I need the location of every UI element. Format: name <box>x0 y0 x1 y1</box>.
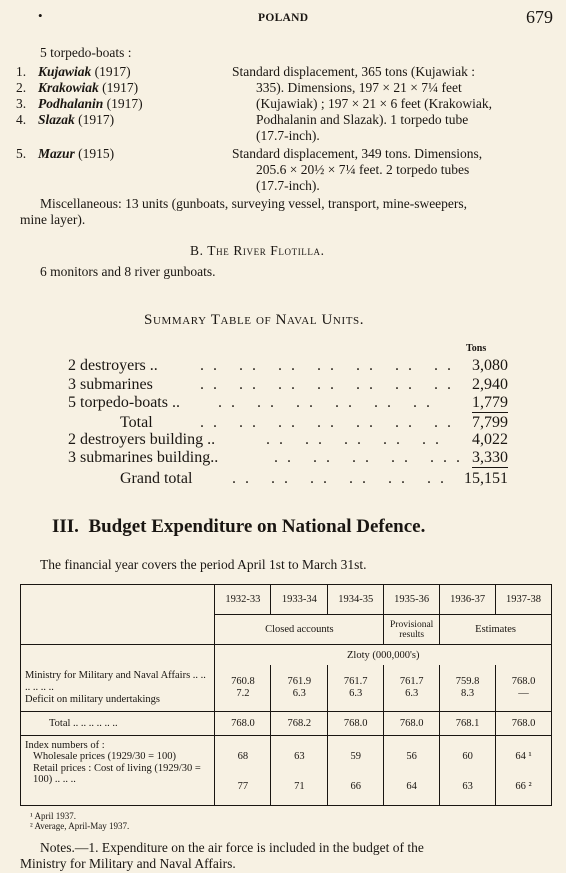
summary-value: 3,080 <box>472 357 508 374</box>
summary-label: 5 torpedo-boats .. <box>68 394 180 411</box>
summary-value: 3,330 <box>472 449 508 466</box>
summary-label: 2 destroyers .. <box>68 357 158 374</box>
wholesale-value: 59 <box>350 751 361 763</box>
ministry-label: Ministry for Military and Naval Affairs .. .. .. .. .. .. <box>25 669 206 693</box>
retail-value: 77 <box>237 781 249 793</box>
group-closed-accounts: Closed accounts <box>215 615 384 645</box>
deficit-label: Deficit on military undertakings <box>25 693 161 705</box>
summary-label: 3 submarines building.. <box>68 449 219 466</box>
budget-table-wrapper <box>20 584 552 806</box>
boat-name: Kujawiak <box>38 64 92 79</box>
summary-value: 2,940 <box>472 376 508 393</box>
value-cell <box>271 665 328 711</box>
wholesale-value: 63 <box>294 751 305 763</box>
desc-line: (Kujawiak) ; 197 × 21 × 6 feet (Krakowiak, <box>256 96 493 111</box>
boat-year: (1917) <box>102 80 139 95</box>
total-value: 768.0 <box>384 711 440 735</box>
wholesale-value: 68 <box>237 751 249 763</box>
footnote: ¹ April 1937. <box>30 811 76 821</box>
value-cell <box>440 665 496 711</box>
index-cell <box>384 735 440 805</box>
desc-line: (17.7-inch). <box>256 178 320 193</box>
wholesale-value: 56 <box>406 751 417 763</box>
deficit-value: 7.2 <box>236 687 250 699</box>
desc-line: Podhalanin and Slazak). 1 torpedo tube <box>256 112 469 127</box>
total-value: 768.0 <box>328 711 384 735</box>
summary-title: Summary Table of Naval Units. <box>144 312 365 328</box>
summary-label: 3 submarines <box>68 376 153 393</box>
desc-line: (17.7-inch). <box>256 128 320 143</box>
ministry-value: 761.9 <box>287 675 312 687</box>
year-header: 1933-34 <box>271 585 328 615</box>
leader-dots: .. .. .. .. .. .. <box>218 394 439 411</box>
leader-dots: .. .. .. .. ... <box>274 449 469 466</box>
leader-dots: .. .. .. .. .. .. <box>232 470 453 487</box>
year-header: 1935-36 <box>384 585 440 615</box>
wholesale-value: 64 ¹ <box>515 751 532 763</box>
deficit-value: 6.3 <box>405 687 419 699</box>
leader-dots: .. .. .. .. .. .. .. <box>200 357 460 374</box>
budget-table <box>20 584 552 806</box>
river-flotilla-text: 6 monitors and 8 river gunboats. <box>40 264 216 279</box>
misc-line: Miscellaneous: 13 units (gunboats, surveying vessel, transport, mine-sweepers, <box>40 196 468 211</box>
deficit-value: — <box>518 687 529 699</box>
ministry-value: 760.8 <box>231 675 255 687</box>
value-cell <box>328 665 384 711</box>
index-cell <box>271 735 328 805</box>
notes-line: Notes.—1. Expenditure on the air force is included in the budget of the <box>40 840 424 855</box>
value-cell <box>215 665 271 711</box>
boat-item <box>16 80 138 96</box>
boat-item <box>16 64 131 80</box>
summary-row <box>68 394 508 415</box>
retail-label: Retail prices : Cost of living (1929/30 = 100) .. .. .. <box>33 762 201 786</box>
budget-heading-title: Budget Expenditure on National Defence. <box>88 516 426 537</box>
year-header: 1934-35 <box>328 585 384 615</box>
total-value: 768.0 <box>215 711 271 735</box>
index-cell <box>496 735 552 805</box>
desc-line: 205.6 × 20½ × 7¼ feet. 2 torpedo tubes <box>256 162 470 177</box>
summary-value: 15,151 <box>464 470 508 487</box>
budget-heading <box>52 516 425 538</box>
year-header: 1936-37 <box>440 585 496 615</box>
value-cell <box>384 665 440 711</box>
total-value: 768.1 <box>440 711 496 735</box>
retail-value: 71 <box>294 781 305 793</box>
summary-row <box>68 449 508 470</box>
page-number: 679 <box>526 7 553 27</box>
boat-item <box>16 146 114 162</box>
index-cell <box>215 735 271 805</box>
retail-value: 64 <box>406 781 417 793</box>
boat-year: (1915) <box>78 146 115 161</box>
wholesale-label: Wholesale prices (1929/30 = 100) <box>33 751 176 763</box>
retail-value: 66 ² <box>515 781 532 793</box>
ministry-value: 768.0 <box>511 675 536 687</box>
torpedo-heading: 5 torpedo-boats : <box>40 45 132 60</box>
summary-label: 2 destroyers building .. <box>68 431 216 448</box>
summary-row <box>68 470 508 491</box>
boat-number: 2. <box>16 80 27 95</box>
boat-item <box>16 112 114 128</box>
boat-name: Slazak <box>38 112 75 127</box>
deficit-value: 8.3 <box>461 687 475 699</box>
summary-unit: Tons <box>466 343 487 354</box>
row-label-ministry-deficit <box>21 665 215 711</box>
summary-label: Total <box>120 414 153 431</box>
ministry-value: 759.8 <box>455 675 480 687</box>
year-header: 1937-38 <box>506 594 542 606</box>
budget-intro: The financial year covers the period April 1st to March 31st. <box>40 557 367 572</box>
boat-number: 5. <box>16 146 27 161</box>
leader-dots: .. .. .. .. .. .. .. <box>200 376 460 393</box>
river-flotilla-heading: B. The River Flotilla. <box>190 243 325 258</box>
desc-line: Standard displacement, 365 tons (Kujawiak : <box>232 64 475 79</box>
retail-value: 66 <box>350 781 361 793</box>
boat-name: Podhalanin <box>38 96 104 111</box>
desc-line: 335). Dimensions, 197 × 21 × 7¼ feet <box>256 80 462 95</box>
ministry-value: 761.7 <box>399 675 424 687</box>
total-value: 768.0 <box>496 711 552 735</box>
summary-value: 7,799 <box>472 414 508 431</box>
unit-label: Zloty (000,000's) <box>215 645 552 665</box>
value-cell <box>496 665 552 711</box>
boat-name: Krakowiak <box>38 80 99 95</box>
notes-line: Ministry for Military and Naval Affairs. <box>20 856 236 871</box>
boat-item <box>16 96 143 112</box>
page-header-country: POLAND <box>258 12 309 24</box>
index-cell <box>440 735 496 805</box>
group-provisional-results: Provisional results <box>384 615 440 645</box>
total-label: Total .. .. .. .. .. .. <box>21 711 215 735</box>
summary-value: 1,779 <box>472 394 508 411</box>
footnote: ² Average, April-May 1937. <box>30 821 130 831</box>
header-bullet: • <box>38 8 43 23</box>
boat-name: Mazur <box>38 146 75 161</box>
deficit-value: 6.3 <box>292 687 306 699</box>
misc-line: mine layer). <box>20 212 86 227</box>
boat-year: (1917) <box>94 64 131 79</box>
boat-number: 1. <box>16 64 27 79</box>
index-heading: Index numbers of : <box>25 739 105 751</box>
budget-heading-number: III. <box>52 516 79 537</box>
leader-dots: .. .. .. .. .. .. .. <box>200 414 460 431</box>
year-header: 1932-33 <box>215 585 271 615</box>
summary-row <box>68 357 508 378</box>
group-estimates: Estimates <box>440 615 552 645</box>
index-cell <box>328 735 384 805</box>
desc-line: Standard displacement, 349 tons. Dimensions, <box>232 146 483 161</box>
leader-dots: .. .. .. .. .. <box>266 431 448 448</box>
boat-year: (1917) <box>78 112 115 127</box>
summary-value: 4,022 <box>472 431 508 448</box>
index-labels <box>21 735 215 805</box>
boat-number: 3. <box>16 96 27 111</box>
boat-year: (1917) <box>106 96 143 111</box>
wholesale-value: 60 <box>462 751 473 763</box>
deficit-value: 6.3 <box>349 687 363 699</box>
total-value: 768.2 <box>271 711 328 735</box>
boat-number: 4. <box>16 112 27 127</box>
retail-value: 63 <box>462 781 473 793</box>
ministry-value: 761.7 <box>343 675 368 687</box>
summary-label: Grand total <box>120 470 193 487</box>
